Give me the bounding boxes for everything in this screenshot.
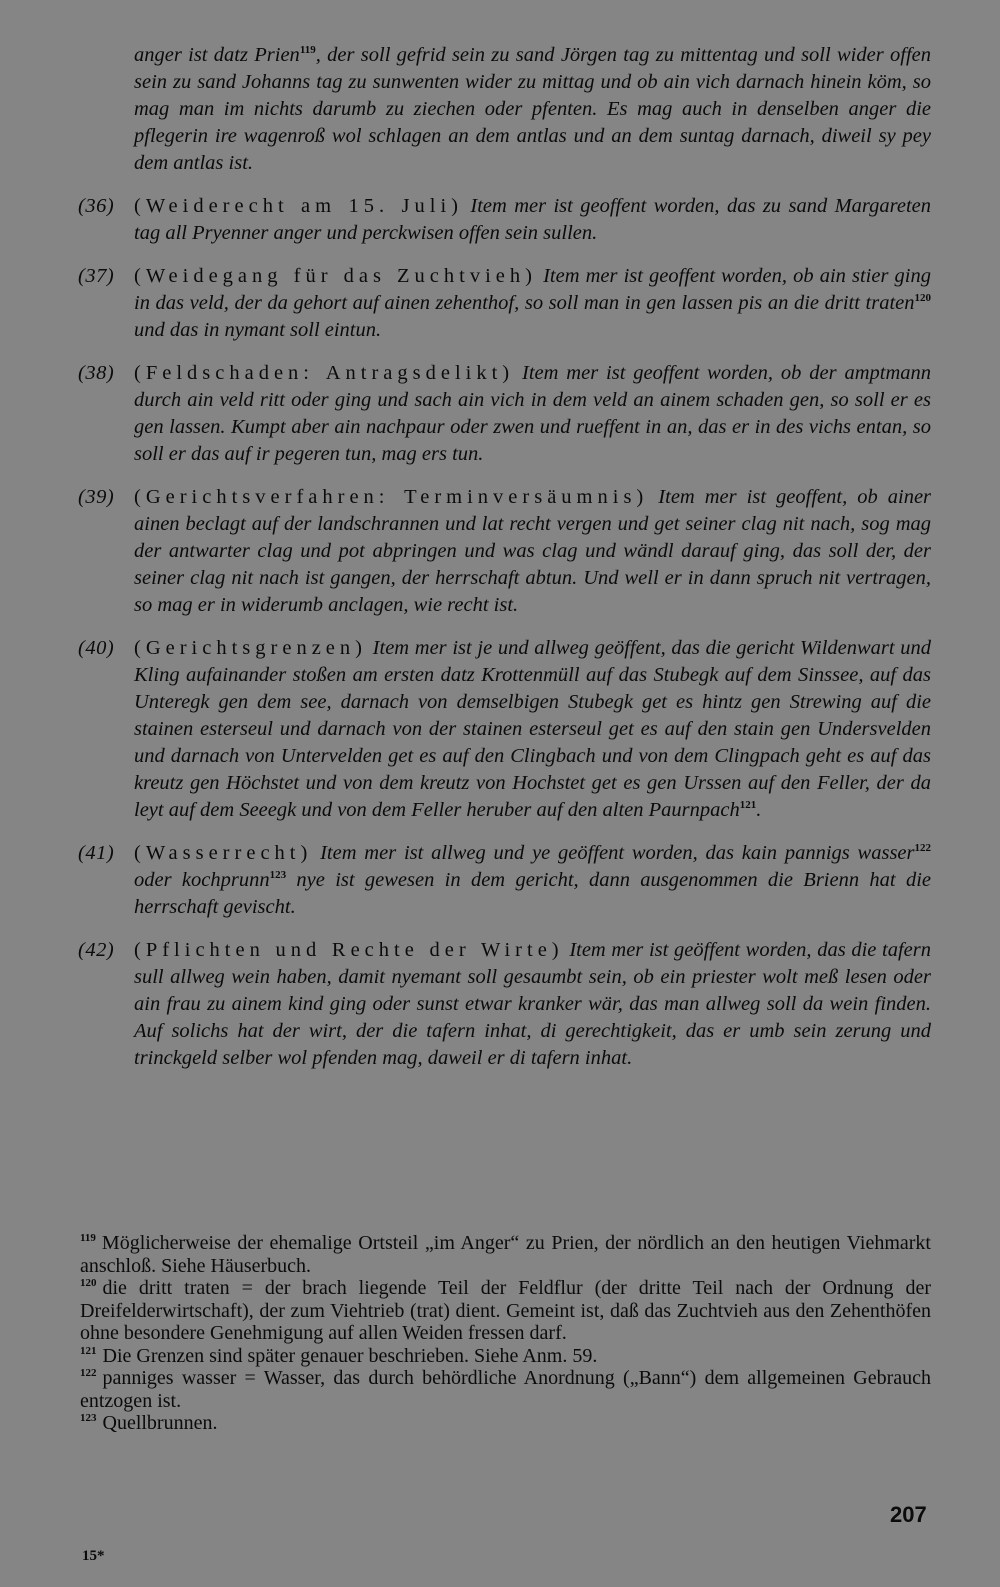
entry-text: Item mer ist allweg und ye geöffent worden, das kain pannigs wasser [320, 842, 915, 864]
entry-40 [78, 635, 931, 824]
main-text [78, 42, 931, 1088]
entry-text: Item mer ist geoffent worden, das zu sand Margareten tag all Pryenner anger und perckwisen offen sein sullen. [134, 195, 931, 244]
entry-number: (37) [78, 265, 115, 287]
footnote-123 [80, 1412, 931, 1435]
footnote-text: Möglicherweise der ehemalige Ortsteil „im Anger“ zu Prien, der nördlich an den heutigen Viehmarkt anschloß. Siehe Häuserbuch. [80, 1232, 931, 1277]
entry-41 [78, 840, 931, 921]
entry-heading: (Weidegang für das Zuchtvieh) [134, 265, 537, 287]
entry-heading: (Feldschaden: Antragsdelikt) [134, 362, 515, 384]
entry-heading: (Wasserrecht) [134, 842, 313, 864]
entry-text: Item mer ist geoffent worden, ob ain stier ging in das veld, der da gehort auf ainen zehenthof, so soll man in gen lassen pis an die dritt traten [134, 265, 931, 314]
entry-number: (41) [78, 842, 115, 864]
footnote-number: 123 [80, 1412, 97, 1425]
entry-text: Item mer ist geöffent worden, das die tafern sull allweg wein haben, damit nyemant soll gesaumbt sein, ob ein priester wolt meß lesen oder ain frau zu ainem kind ging oder sunst etwar kranker wär, das man allweg soll da wein finden. Auf solichs hat der wirt, der die tafern inhat, di gerechtigkeit, das er umb sein zerung und trinckgeld selber wol pfenden mag, daweil er di tafern inhat. [134, 939, 932, 1069]
footnote-number: 121 [80, 1344, 97, 1357]
entry-heading: (Pflichten und Rechte der Wirte) [134, 939, 564, 961]
footnotes [80, 1232, 931, 1435]
entry-number: (36) [78, 195, 115, 217]
footnote-ref[interactable]: 119 [299, 44, 316, 57]
footnote-122 [80, 1367, 931, 1412]
entry-number: (40) [78, 637, 115, 659]
entry-heading: (Gerichtsverfahren: Terminversäumnis) [134, 486, 649, 508]
entry-36 [78, 193, 931, 247]
entry-text: Item mer ist geoffent, ob ainer ainen beclagt auf der landschrannen und lat recht vergen und get seiner clag nit nach, sog mag der antwarter clag und pot abpringen und was clag und wändl darauf ging, das soll der, der seiner clag nit nach ist gangen, der herrschaft abtun. Und well er in dann spruch nit vertragen, so mag er in widerumb anclagen, wie recht ist. [134, 486, 932, 616]
footnote-number: 119 [80, 1232, 96, 1245]
entry-42 [78, 937, 931, 1072]
footnote-text: Die Grenzen sind später genauer beschrieben. Siehe Anm. 59. [102, 1344, 598, 1367]
entry-38 [78, 360, 931, 468]
signature-mark: 15* [82, 1548, 105, 1564]
entry-text: . [756, 799, 762, 821]
footnote-text: die dritt traten = der brach liegende Teil der Feldflur (der dritte Teil nach der Ordnung der Dreifelderwirtschaft), der zum Viehtrieb (trat) dient. Gemeint ist, daß das Zuchtvieh aus den Zehenthöfen ohne besondere Genehmigung auf allen Weiden fressen darf. [80, 1277, 931, 1344]
entry-body [134, 937, 931, 1072]
entry-number: (39) [78, 486, 115, 508]
entry-39 [78, 484, 931, 619]
entry-37 [78, 263, 931, 344]
entry-text: nye ist gewesen in dem gericht, dann ausgenommen die Brienn hat die herrschaft gevischt. [134, 869, 931, 918]
entry-body [134, 193, 931, 247]
entry-35-continuation [78, 42, 931, 177]
footnote-ref[interactable]: 121 [739, 799, 757, 812]
entry-body [134, 484, 931, 619]
footnote-ref[interactable]: 123 [269, 869, 287, 882]
entry-text: anger ist datz Prien [134, 44, 300, 66]
footnote-text: Quellbrunnen. [102, 1412, 218, 1434]
entry-text: , der soll gefrid sein zu sand Jörgen tag zu mittentag und soll wider offen sein zu sand Johanns tag zu sunwenten wider zu mittag und ob ain vich darnach hinein köm, so mag man im nichts darumb zu ziechen oder pfenten. Es mag auch in denselben anger die pflegerin ire wagenroß wol schlagen an dem antlas und an dem suntag darnach, diweil sy pey dem antlas ist. [134, 44, 931, 174]
entry-text: Item mer ist geoffent worden, ob der amptmann durch ain veld ritt oder ging und sach ain vich in dem veld an ainem schaden gen, so soll er es gen lassen. Kumpt aber ain nachpaur oder zwen und rueffent in an, das er in des vichs entan, so soll er das auf ir pegeren tun, mag ers tun. [134, 362, 931, 465]
footnote-119 [80, 1232, 931, 1277]
entry-text: und das in nymant soll eintun. [134, 319, 382, 341]
entry-body [134, 263, 931, 344]
entry-text: Item mer ist je und allweg geöffent, das die gericht Wildenwart und Kling aufainander stoßen am ersten datz Krottenmüll auf das Stubegk auf dem Sinssee, auf das Unteregk gen dem see, darnach von demselbigen Stubegk get es hintz gen Strewing auf die stainen esterseul und darnach von der stainen esterseul get es auf den stain gen Undersvelden und darnach von Untervelden get es auf den Clingbach und von dem Clingpach geht es auf das kreutz gen Höchstet und von dem kreutz von Hochstet get es gen Urssen auf den Feller, der da leyt auf dem Seeegk und von dem Feller heruber auf den alten Paurnpach [134, 637, 932, 821]
entry-heading: (Weiderecht am 15. Juli) [134, 195, 463, 217]
entry-body [134, 840, 931, 921]
entry-body [134, 42, 931, 177]
footnote-ref[interactable]: 122 [914, 842, 931, 855]
footnote-text: panniges wasser = Wasser, das durch behördliche Anordnung („Bann“) dem allgemeinen Gebrauch entzogen ist. [80, 1367, 931, 1412]
footnote-121 [80, 1345, 931, 1368]
entry-text: oder kochprunn [134, 869, 270, 891]
entry-number: (38) [78, 362, 115, 384]
footnote-120 [80, 1277, 931, 1345]
entry-body [134, 635, 931, 824]
entry-body [134, 360, 931, 468]
footnote-number: 122 [80, 1367, 97, 1380]
page-number: 207 [890, 1502, 927, 1527]
footnote-ref[interactable]: 120 [914, 292, 931, 305]
entry-number: (42) [78, 939, 115, 961]
entry-heading: (Gerichtsgrenzen) [134, 637, 367, 659]
footnote-number: 120 [80, 1277, 97, 1290]
